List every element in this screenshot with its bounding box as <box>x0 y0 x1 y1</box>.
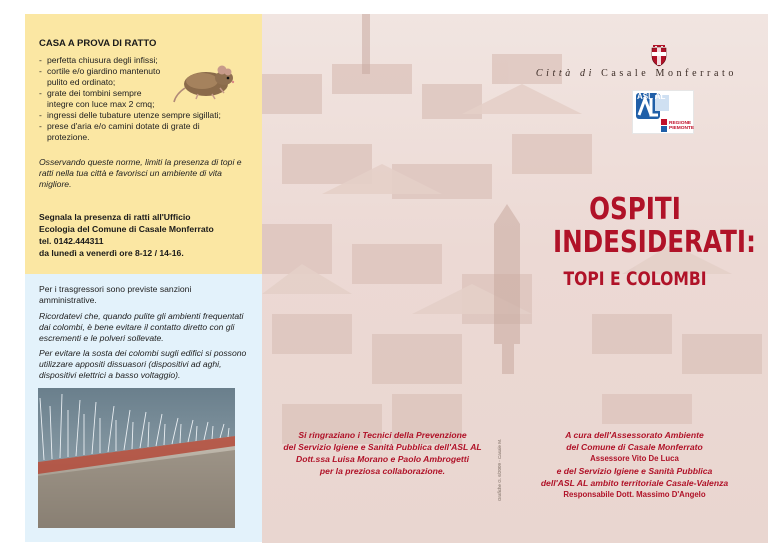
curated-line: A cura dell'Assessorato Ambiente <box>565 430 704 440</box>
report-line: Segnala la presenza di ratti all'Ufficio <box>39 212 191 222</box>
rat-proof-panel <box>25 14 262 274</box>
prevention-note: Osservando queste norme, limiti la presenza di topi e ratti nella tua città e favorisci un ambiente di vita migliore. <box>39 157 242 189</box>
list-item: - cortile e/o giardino mantenuto pulito ed ordinato; <box>39 66 167 88</box>
report-hours: da lunedì a venerdì ore 8-12 / 14-16. <box>39 248 184 258</box>
pigeon-hygiene-note: Ricordatevi che, quando pulite gli ambienti frequentati dai colombi, è bene evitare il contatto diretto con gli escrementi e le polveri sollevate. <box>39 311 244 343</box>
thanks-line: del Servizio Igiene e Sanità Pubblica dell'ASL AL <box>283 442 482 452</box>
thanks-line: Dott.ssa Luisa Morano e Paolo Ambrogetti <box>295 454 469 464</box>
city-coat-of-arms-icon <box>650 43 668 67</box>
region-text <box>662 121 694 131</box>
city-name: Casale Monferrato <box>601 68 737 79</box>
region-line: PIEMONTE <box>669 126 695 131</box>
report-phone: tel. 0142.444311 <box>39 236 104 246</box>
curated-line: e del Servizio Igiene e Sanità Pubblica <box>556 466 713 476</box>
deterrent-note: Per evitare la sosta dei colombi sugli edifici si possono utilizzare appositi dissuasori (dispositivi ad aghi, dispositivi elettrici a basso voltaggio). <box>39 348 247 380</box>
region-line: REGIONE <box>669 121 692 126</box>
curated-line: dell'ASL AL ambito territoriale Casale-Valenza <box>540 478 729 488</box>
city-prefix: Città di <box>535 68 595 79</box>
title-line: OSPITI <box>589 192 681 227</box>
curated-by <box>527 429 742 501</box>
list-item: - perfetta chiusura degli infissi; <box>39 55 259 66</box>
curated-line: Assessore Vito De Luca <box>590 454 679 463</box>
pigeon-panel <box>25 274 262 542</box>
asl-logo-text: ASL AL <box>637 92 666 101</box>
sanctions-text: Per i trasgressori sono previste sanzioni amministrative. <box>39 284 192 305</box>
pigeon-spikes-photo <box>38 388 235 528</box>
rat-proof-title: CASA A PROVA DI RATTO <box>39 38 157 49</box>
report-contact <box>39 211 254 259</box>
thanks-line: Si ringraziano i Tecnici della Prevenzione <box>298 430 467 440</box>
list-item: - grate dei tombini sempre integre con luce max 2 cmq; <box>39 88 167 110</box>
report-line: Ecologia del Comune di Casale Monferrato <box>39 224 214 234</box>
rat-image <box>172 54 240 104</box>
subtitle: TOPI E COLOMBI <box>563 268 707 290</box>
city-name-header <box>527 68 737 79</box>
acknowledgements <box>270 429 495 477</box>
curated-line: del Comune di Casale Monferrato <box>566 442 703 452</box>
list-item: - prese d'aria e/o camini dotate di grate di protezione. <box>39 121 219 143</box>
curated-line: Responsabile Dott. Massimo D'Angelo <box>563 490 706 499</box>
list-item: - ingressi delle tubature utenze sempre sigillati; <box>39 110 259 121</box>
asl-al-logo <box>632 90 694 134</box>
thanks-line: per la preziosa collaborazione. <box>319 466 446 476</box>
title-line: INDESIDERATI: <box>553 225 756 260</box>
main-title <box>553 192 756 260</box>
print-credit: Grafiche G. 6/2009 - Casale M. <box>497 438 502 502</box>
